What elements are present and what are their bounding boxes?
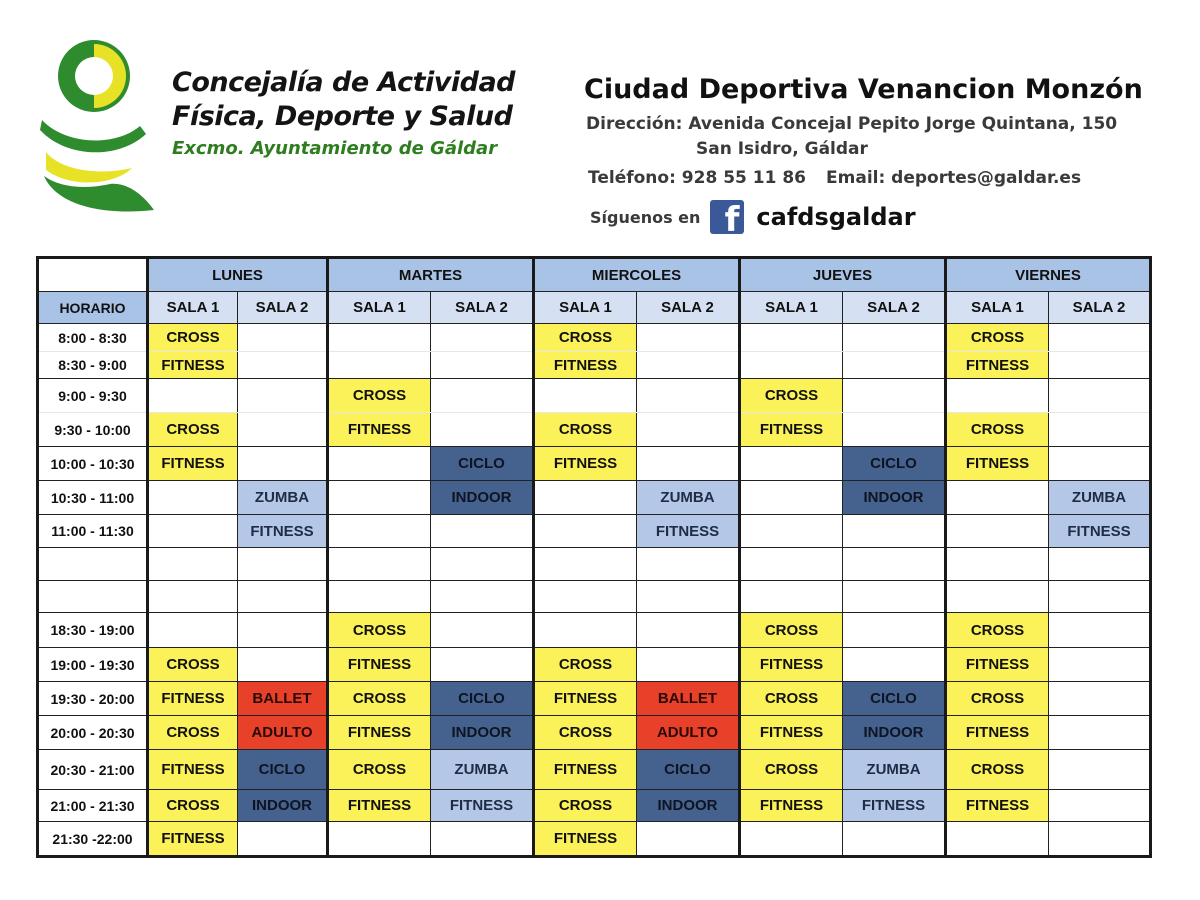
class-cell: FITNESS xyxy=(534,682,637,716)
class-cell: CROSS xyxy=(328,750,431,790)
empty-cell xyxy=(1049,413,1151,447)
empty-cell xyxy=(238,581,328,613)
empty-cell xyxy=(328,581,431,613)
class-cell: CROSS xyxy=(148,716,238,750)
empty-cell xyxy=(238,648,328,682)
room-header: SALA 2 xyxy=(637,292,740,324)
time-slot: 18:30 - 19:00 xyxy=(38,613,148,648)
empty-cell xyxy=(534,379,637,413)
class-cell: CROSS xyxy=(328,379,431,413)
class-cell: FITNESS xyxy=(534,750,637,790)
class-cell: CROSS xyxy=(328,613,431,648)
schedule-row xyxy=(38,515,1151,548)
time-slot: 21:30 -22:00 xyxy=(38,822,148,857)
room-header: SALA 2 xyxy=(238,292,328,324)
room-header: SALA 2 xyxy=(843,292,946,324)
empty-cell xyxy=(1049,447,1151,481)
class-cell: FITNESS xyxy=(946,790,1049,822)
empty-cell xyxy=(328,447,431,481)
empty-cell xyxy=(1049,613,1151,648)
schedule-row-empty xyxy=(38,581,1151,613)
social-follow xyxy=(590,200,916,234)
class-cell: CROSS xyxy=(148,413,238,447)
day-header-row xyxy=(38,258,1151,292)
empty-cell xyxy=(946,379,1049,413)
horario-header: HORARIO xyxy=(38,292,148,324)
schedule-row xyxy=(38,716,1151,750)
class-cell: CROSS xyxy=(740,613,843,648)
empty-cell xyxy=(843,413,946,447)
class-cell: CROSS xyxy=(740,750,843,790)
empty-cell xyxy=(328,548,431,581)
venue-email[interactable]: Email: deportes@galdar.es xyxy=(826,168,1082,188)
empty-cell xyxy=(637,352,740,379)
empty-cell xyxy=(843,324,946,352)
empty-cell xyxy=(238,379,328,413)
empty-cell xyxy=(637,324,740,352)
empty-cell xyxy=(1049,790,1151,822)
empty-cell xyxy=(637,447,740,481)
empty-cell xyxy=(431,515,534,548)
class-cell: CROSS xyxy=(946,682,1049,716)
class-cell: FITNESS xyxy=(534,822,637,857)
class-cell: FITNESS xyxy=(946,447,1049,481)
venue-address-line1: Dirección: Avenida Concejal Pepito Jorge Quintana, 150 xyxy=(586,114,1118,134)
empty-cell xyxy=(238,822,328,857)
empty-cell xyxy=(946,515,1049,548)
empty-cell xyxy=(843,515,946,548)
class-cell: FITNESS xyxy=(740,790,843,822)
class-cell: INDOOR xyxy=(637,790,740,822)
room-header: SALA 2 xyxy=(1049,292,1151,324)
class-cell: CROSS xyxy=(946,413,1049,447)
room-header: SALA 1 xyxy=(740,292,843,324)
schedule-row-empty xyxy=(38,548,1151,581)
time-slot xyxy=(38,581,148,613)
venue-contact xyxy=(588,168,1081,188)
empty-cell xyxy=(534,613,637,648)
venue-address-line2: San Isidro, Gáldar xyxy=(696,139,868,159)
schedule-row xyxy=(38,379,1151,413)
empty-cell xyxy=(637,648,740,682)
empty-cell xyxy=(431,413,534,447)
room-header-row xyxy=(38,292,1151,324)
empty-cell xyxy=(637,413,740,447)
empty-cell xyxy=(534,481,637,515)
empty-cell xyxy=(238,447,328,481)
empty-cell xyxy=(1049,581,1151,613)
schedule-row xyxy=(38,790,1151,822)
empty-cell xyxy=(1049,352,1151,379)
empty-cell xyxy=(431,352,534,379)
class-cell: FITNESS xyxy=(148,822,238,857)
facebook-icon[interactable]: f xyxy=(710,200,744,234)
schedule-row xyxy=(38,447,1151,481)
empty-cell xyxy=(843,822,946,857)
time-slot xyxy=(38,548,148,581)
org-name-line2: Física, Deporte y Salud xyxy=(172,101,513,132)
class-cell: INDOOR xyxy=(843,716,946,750)
time-slot: 20:30 - 21:00 xyxy=(38,750,148,790)
empty-cell xyxy=(637,613,740,648)
time-slot: 9:30 - 10:00 xyxy=(38,413,148,447)
empty-cell xyxy=(534,581,637,613)
class-cell: FITNESS xyxy=(534,352,637,379)
time-slot: 8:00 - 8:30 xyxy=(38,324,148,352)
class-cell: INDOOR xyxy=(238,790,328,822)
class-cell: FITNESS xyxy=(431,790,534,822)
schedule-row xyxy=(38,352,1151,379)
class-cell: ZUMBA xyxy=(637,481,740,515)
time-slot: 11:00 - 11:30 xyxy=(38,515,148,548)
empty-cell xyxy=(1049,379,1151,413)
empty-cell xyxy=(637,379,740,413)
class-cell: FITNESS xyxy=(946,648,1049,682)
schedule-row xyxy=(38,481,1151,515)
time-slot: 21:00 - 21:30 xyxy=(38,790,148,822)
empty-cell xyxy=(238,324,328,352)
class-cell: FITNESS xyxy=(148,352,238,379)
empty-cell xyxy=(1049,648,1151,682)
empty-cell xyxy=(740,822,843,857)
empty-cell xyxy=(843,581,946,613)
class-cell: CROSS xyxy=(328,682,431,716)
empty-cell xyxy=(328,822,431,857)
class-cell: ZUMBA xyxy=(1049,481,1151,515)
schedule-row xyxy=(38,648,1151,682)
class-cell: FITNESS xyxy=(328,790,431,822)
municipal-sports-logo xyxy=(36,36,160,216)
empty-cell xyxy=(740,352,843,379)
day-header: MIERCOLES xyxy=(534,258,740,292)
organization-block xyxy=(172,66,515,162)
empty-cell xyxy=(328,515,431,548)
class-cell: FITNESS xyxy=(148,447,238,481)
class-schedule-table xyxy=(36,256,1152,858)
empty-cell xyxy=(238,413,328,447)
class-cell: CROSS xyxy=(946,613,1049,648)
class-cell: FITNESS xyxy=(328,413,431,447)
empty-cell xyxy=(148,613,238,648)
class-cell: CROSS xyxy=(148,790,238,822)
time-slot: 20:00 - 20:30 xyxy=(38,716,148,750)
empty-cell xyxy=(1049,324,1151,352)
venue-phone: Teléfono: 928 55 11 86 xyxy=(588,168,807,188)
empty-cell xyxy=(740,481,843,515)
empty-cell xyxy=(148,481,238,515)
room-header: SALA 1 xyxy=(534,292,637,324)
class-cell: INDOOR xyxy=(431,716,534,750)
class-cell: CICLO xyxy=(238,750,328,790)
corner-cell xyxy=(38,258,148,292)
empty-cell xyxy=(946,581,1049,613)
class-cell: FITNESS xyxy=(637,515,740,548)
class-cell: FITNESS xyxy=(534,447,637,481)
empty-cell xyxy=(431,379,534,413)
class-cell: ADULTO xyxy=(637,716,740,750)
class-cell: FITNESS xyxy=(740,413,843,447)
empty-cell xyxy=(740,447,843,481)
time-slot: 8:30 - 9:00 xyxy=(38,352,148,379)
room-header: SALA 1 xyxy=(148,292,238,324)
class-cell: FITNESS xyxy=(843,790,946,822)
social-handle[interactable]: cafdsgaldar xyxy=(756,203,916,231)
empty-cell xyxy=(637,548,740,581)
empty-cell xyxy=(431,613,534,648)
class-cell: FITNESS xyxy=(238,515,328,548)
empty-cell xyxy=(1049,682,1151,716)
class-cell: FITNESS xyxy=(946,716,1049,750)
room-header: SALA 2 xyxy=(431,292,534,324)
empty-cell xyxy=(843,548,946,581)
empty-cell xyxy=(238,352,328,379)
class-cell: CROSS xyxy=(148,648,238,682)
empty-cell xyxy=(148,515,238,548)
class-cell: INDOOR xyxy=(431,481,534,515)
class-cell: CROSS xyxy=(534,648,637,682)
empty-cell xyxy=(1049,548,1151,581)
empty-cell xyxy=(534,548,637,581)
class-cell: ZUMBA xyxy=(431,750,534,790)
class-cell: FITNESS xyxy=(740,716,843,750)
time-slot: 19:00 - 19:30 xyxy=(38,648,148,682)
empty-cell xyxy=(328,481,431,515)
schedule-row xyxy=(38,413,1151,447)
class-cell: FITNESS xyxy=(148,750,238,790)
empty-cell xyxy=(843,352,946,379)
class-cell: CROSS xyxy=(148,324,238,352)
empty-cell xyxy=(148,548,238,581)
venue-info xyxy=(584,72,1184,234)
time-slot: 10:00 - 10:30 xyxy=(38,447,148,481)
schedule-row xyxy=(38,822,1151,857)
class-cell: ZUMBA xyxy=(843,750,946,790)
empty-cell xyxy=(740,581,843,613)
empty-cell xyxy=(740,324,843,352)
class-cell: BALLET xyxy=(238,682,328,716)
class-cell: CICLO xyxy=(637,750,740,790)
class-cell: CICLO xyxy=(431,447,534,481)
class-cell: CROSS xyxy=(534,324,637,352)
time-slot: 10:30 - 11:00 xyxy=(38,481,148,515)
empty-cell xyxy=(534,515,637,548)
class-cell: CROSS xyxy=(534,716,637,750)
class-cell: FITNESS xyxy=(946,352,1049,379)
class-cell: CROSS xyxy=(740,682,843,716)
class-cell: BALLET xyxy=(637,682,740,716)
class-cell: CICLO xyxy=(843,447,946,481)
empty-cell xyxy=(238,613,328,648)
day-header: VIERNES xyxy=(946,258,1151,292)
empty-cell xyxy=(148,379,238,413)
empty-cell xyxy=(843,613,946,648)
room-header: SALA 1 xyxy=(946,292,1049,324)
empty-cell xyxy=(1049,716,1151,750)
class-cell: CROSS xyxy=(534,413,637,447)
class-cell: ADULTO xyxy=(238,716,328,750)
empty-cell xyxy=(637,822,740,857)
empty-cell xyxy=(1049,822,1151,857)
class-cell: CROSS xyxy=(534,790,637,822)
class-cell: INDOOR xyxy=(843,481,946,515)
class-cell: FITNESS xyxy=(148,682,238,716)
venue-title: Ciudad Deportiva Venancion Monzón xyxy=(584,74,1143,105)
empty-cell xyxy=(1049,750,1151,790)
empty-cell xyxy=(946,481,1049,515)
time-slot: 19:30 - 20:00 xyxy=(38,682,148,716)
empty-cell xyxy=(431,648,534,682)
follow-label: Síguenos en xyxy=(590,207,701,227)
empty-cell xyxy=(431,324,534,352)
empty-cell xyxy=(843,379,946,413)
empty-cell xyxy=(946,822,1049,857)
empty-cell xyxy=(637,581,740,613)
empty-cell xyxy=(431,822,534,857)
day-header: JUEVES xyxy=(740,258,946,292)
empty-cell xyxy=(946,548,1049,581)
class-cell: FITNESS xyxy=(740,648,843,682)
class-cell: FITNESS xyxy=(328,648,431,682)
class-cell: FITNESS xyxy=(328,716,431,750)
class-cell: CICLO xyxy=(431,682,534,716)
class-cell: ZUMBA xyxy=(238,481,328,515)
schedule-row xyxy=(38,682,1151,716)
time-slot: 9:00 - 9:30 xyxy=(38,379,148,413)
empty-cell xyxy=(431,581,534,613)
empty-cell xyxy=(431,548,534,581)
class-cell: CROSS xyxy=(946,750,1049,790)
class-cell: CROSS xyxy=(946,324,1049,352)
schedule-row xyxy=(38,613,1151,648)
schedule-row xyxy=(38,324,1151,352)
org-name-line1: Concejalía de Actividad xyxy=(172,67,516,98)
schedule-row xyxy=(38,750,1151,790)
empty-cell xyxy=(843,648,946,682)
day-header: LUNES xyxy=(148,258,328,292)
empty-cell xyxy=(328,324,431,352)
empty-cell xyxy=(148,581,238,613)
day-header: MARTES xyxy=(328,258,534,292)
org-name-line3: Excmo. Ayuntamiento de Gáldar xyxy=(172,138,498,159)
empty-cell xyxy=(238,548,328,581)
empty-cell xyxy=(740,548,843,581)
class-cell: CROSS xyxy=(740,379,843,413)
class-cell: FITNESS xyxy=(1049,515,1151,548)
empty-cell xyxy=(740,515,843,548)
class-cell: CICLO xyxy=(843,682,946,716)
empty-cell xyxy=(328,352,431,379)
room-header: SALA 1 xyxy=(328,292,431,324)
